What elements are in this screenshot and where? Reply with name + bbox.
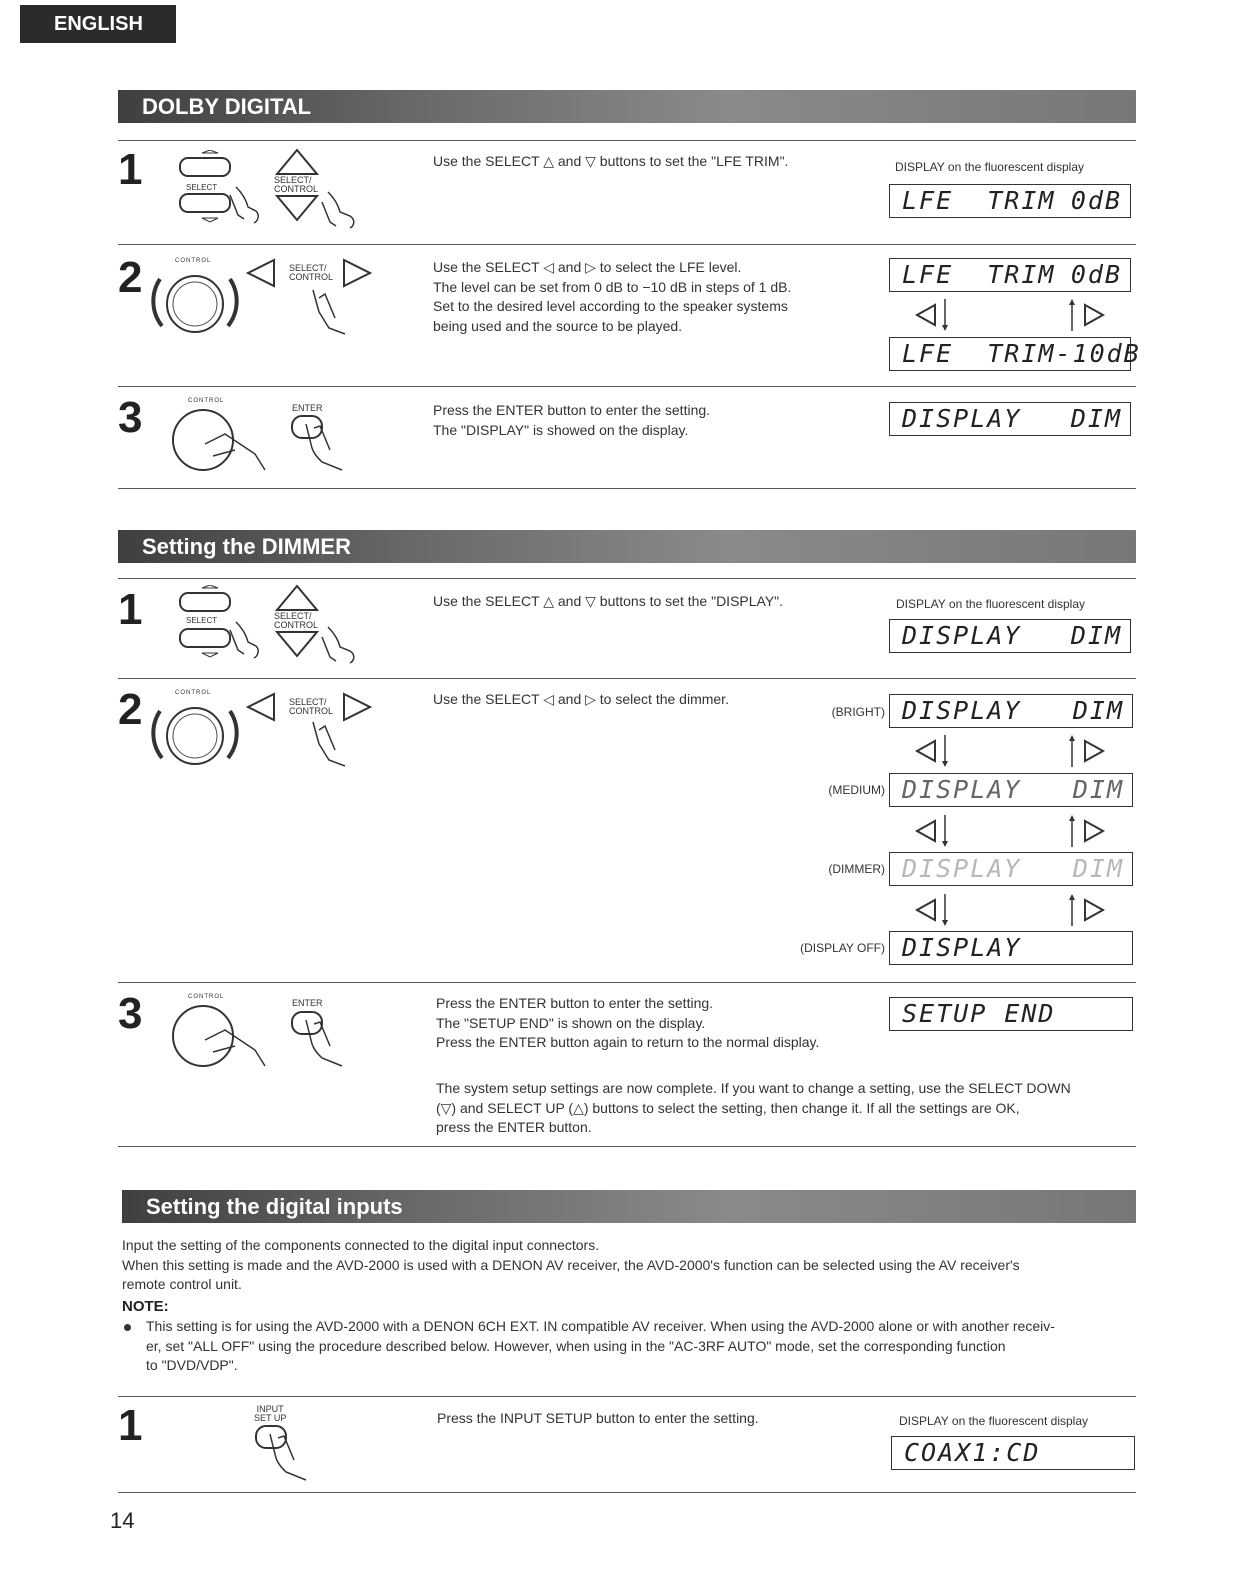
step-number: 2	[118, 685, 143, 734]
enter-button-icon	[290, 414, 350, 474]
lcd-display-dimmer: DISPLAY DIM	[889, 852, 1133, 886]
select-label: SELECT	[186, 616, 218, 625]
step-number: 2	[118, 253, 143, 302]
dimmer-level-label: (DIMMER)	[828, 862, 885, 876]
hand-icon	[226, 185, 266, 225]
divider	[118, 244, 1136, 245]
dolby-digital-header: DOLBY DIGITAL	[118, 90, 1136, 123]
divider	[118, 386, 1136, 387]
left-right-arrows-icon	[889, 811, 1131, 851]
select-control-label: SELECT/ CONTROL	[274, 611, 319, 630]
display-caption: DISPLAY on the fluorescent display	[896, 597, 1085, 611]
lcd-display: LFE TRIM 0dB	[889, 258, 1131, 292]
dimmer-level-label: (BRIGHT)	[831, 705, 885, 719]
control-knob-press-icon	[165, 1000, 275, 1070]
lcd-display-bright: DISPLAY DIM	[889, 694, 1133, 728]
lcd-display: SETUP END	[889, 997, 1133, 1031]
dimmer-level-label: (DISPLAY OFF)	[800, 941, 885, 955]
step-number: 1	[118, 585, 143, 634]
note-text: This setting is for using the AVD-2000 with a DENON 6CH EXT. IN compatible AV receiver. When using the AVD-2000 alone or with another receiv- er, set "ALL OFF" using the procedure described below. However, when using in the "AC-3RF AUTO" mode, set the corresponding function to "DVD/VDP".	[146, 1318, 1055, 1373]
instruction-text: Press the ENTER button to enter the setting. The "DISPLAY" is showed on the display.	[433, 402, 711, 438]
hand-icon	[320, 190, 365, 230]
divider	[118, 488, 1136, 489]
lcd-display: DISPLAY DIM	[889, 402, 1131, 436]
control-label: CONTROL	[188, 398, 225, 404]
enter-button-icon	[290, 1010, 350, 1070]
divider	[118, 1146, 1136, 1147]
page-number: 14	[110, 1508, 135, 1533]
left-right-arrows-icon	[889, 295, 1131, 335]
divider	[118, 678, 1136, 679]
digital-inputs-header: Setting the digital inputs	[122, 1190, 1136, 1223]
instruction-text: Press the INPUT SETUP button to enter the setting.	[437, 1410, 759, 1426]
lcd-display: COAX1:CD	[891, 1436, 1135, 1470]
instruction-text: Use the SELECT △ and ▽ buttons to set the "DISPLAY".	[433, 593, 784, 609]
input-setup-label: INPUT SET UP	[254, 1404, 287, 1423]
bullet-icon	[124, 1324, 131, 1331]
lcd-display: LFE TRIM 0dB	[889, 184, 1131, 218]
lcd-display-medium: DISPLAY DIM	[889, 773, 1133, 807]
instruction-text: Press the ENTER button to enter the setting. The "SETUP END" is shown on the display. Press the ENTER button again to return to the normal display.	[436, 995, 820, 1050]
divider	[118, 1396, 1136, 1397]
divider	[118, 140, 1136, 141]
left-right-arrows-icon	[889, 731, 1131, 771]
digital-intro: Input the setting of the components connected to the digital input connectors. When this setting is made and the AVD-2000 is used with a DENON AV receiver, the AVD-2000's function can be selected using the AV receiver's remote control unit.	[122, 1237, 1020, 1292]
hand-icon	[226, 620, 266, 660]
hand-icon	[305, 288, 355, 338]
note-title: NOTE:	[122, 1298, 169, 1315]
select-control-label: SELECT/ CONTROL	[274, 175, 319, 194]
dimmer-level-label: (MEDIUM)	[828, 783, 885, 797]
hand-icon	[320, 625, 365, 665]
step-number: 3	[118, 989, 143, 1038]
enter-label: ENTER	[292, 403, 323, 413]
language-tab: ENGLISH	[20, 5, 176, 43]
step-number: 1	[118, 1401, 143, 1450]
control-label: CONTROL	[188, 994, 225, 1000]
control-label: CONTROL	[175, 690, 212, 696]
instruction-text: Use the SELECT ◁ and ▷ to select the LFE level. The level can be set from 0 dB to −10 dB in steps of 1 dB. Set to the desired level according to the speaker systems being used and the source to be played.	[433, 259, 792, 334]
enter-label: ENTER	[292, 998, 323, 1008]
select-label: SELECT	[186, 183, 218, 192]
lcd-display: DISPLAY DIM	[889, 619, 1131, 653]
step-number: 3	[118, 393, 143, 442]
lcd-display: LFE TRIM-10dB	[889, 337, 1131, 371]
lcd-display-off: DISPLAY	[889, 931, 1133, 965]
select-control-label: SELECT/ CONTROL	[289, 697, 334, 716]
hand-icon	[305, 720, 355, 770]
dimmer-header: Setting the DIMMER	[118, 530, 1136, 563]
step-number: 1	[118, 145, 143, 194]
control-label: CONTROL	[175, 258, 212, 264]
instruction-text: Use the SELECT △ and ▽ buttons to set the "LFE TRIM".	[433, 153, 789, 169]
divider	[118, 1492, 1136, 1493]
left-right-arrows-icon	[889, 890, 1131, 930]
divider	[118, 578, 1136, 579]
input-setup-button-icon	[254, 1424, 314, 1484]
display-caption: DISPLAY on the fluorescent display	[899, 1414, 1088, 1428]
control-knob-press-icon	[165, 404, 275, 474]
select-control-label: SELECT/ CONTROL	[289, 263, 334, 282]
control-knob-icon	[150, 696, 240, 776]
setup-complete-note: The system setup settings are now complete. If you want to change a setting, use the SELECT DOWN (▽) and SELECT UP (△) buttons to select the setting, then change it. If all the settings are OK, press the ENTER button.	[436, 1080, 1071, 1135]
display-caption: DISPLAY on the fluorescent display	[895, 160, 1084, 174]
divider	[118, 982, 1136, 983]
instruction-text: Use the SELECT ◁ and ▷ to select the dimmer.	[433, 691, 729, 707]
control-knob-icon	[150, 264, 240, 344]
